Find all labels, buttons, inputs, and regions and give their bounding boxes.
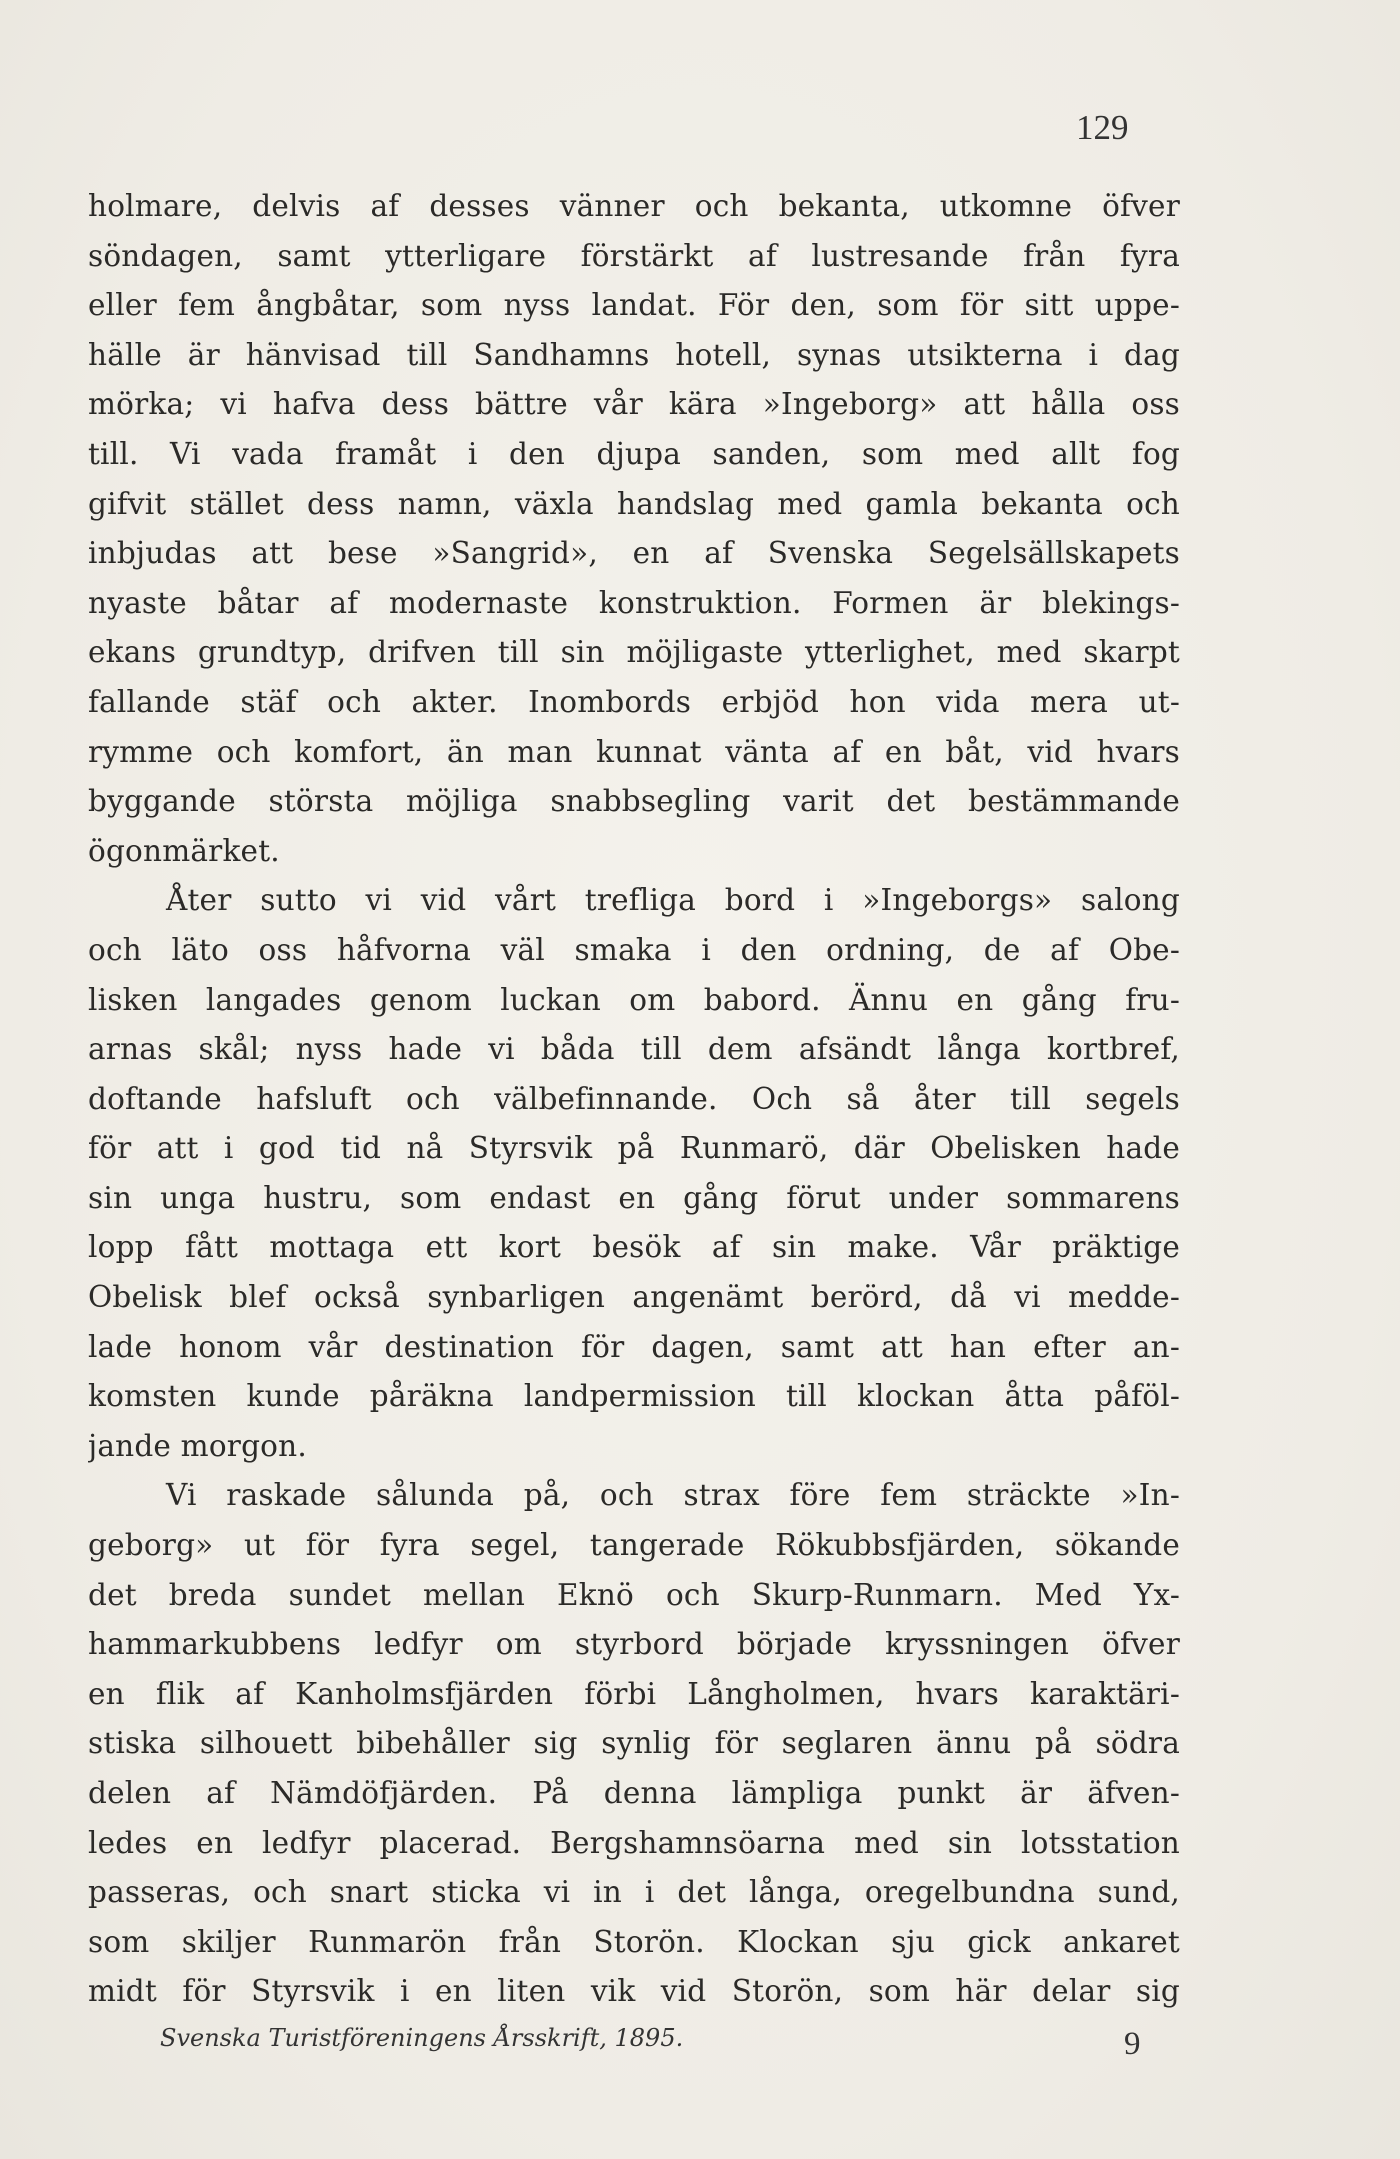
text-line: mörka; vi hafva dess bättre vår kära »Ingeborg» att hålla oss [88, 387, 1180, 422]
text-line: eller fem ångbåtar, som nyss landat. För den, som för sitt uppe- [88, 288, 1180, 323]
text-line: lade honom vår destination för dagen, samt att han efter an- [88, 1329, 1180, 1364]
text-line: för att i god tid nå Styrsvik på Runmarö, där Obelisken hade [88, 1131, 1180, 1166]
text-line: som skiljer Runmarön från Storön. Klockan sju gick ankaret [88, 1924, 1180, 1959]
paragraph-start-line: Vi raskade sålunda på, och strax före fem sträckte »In- [166, 1478, 1180, 1513]
paragraph-start-line: Åter sutto vi vid vårt trefliga bord i »Ingeborgs» salong [166, 883, 1180, 918]
text-line: lisken langades genom luckan om babord. Ännu en gång fru- [88, 982, 1180, 1017]
text-line: byggande största möjliga snabbsegling varit det bestämmande [88, 784, 1180, 819]
body-text [88, 182, 1180, 2017]
text-line: till. Vi vada framåt i den djupa sanden, som med allt fog [88, 436, 1180, 471]
page-footer: Svenska Turistföreningens Årsskrift, 1895. [160, 2024, 684, 2052]
text-line: hälle är hänvisad till Sandhamns hotell, synas utsikterna i dag [88, 337, 1180, 372]
text-line: gifvit stället dess namn, växla handslag med gamla bekanta och [88, 486, 1180, 521]
text-line: en flik af Kanholmsfjärden förbi Långholmen, hvars karaktäri- [88, 1676, 1180, 1711]
text-line: midt för Styrsvik i en liten vik vid Storön, som här delar sig [88, 1974, 1180, 2009]
text-line: Obelisk blef också synbarligen angenämt berörd, då vi medde- [88, 1280, 1180, 1315]
text-line: ledes en ledfyr placerad. Bergshamnsöarna med sin lotsstation [88, 1825, 1180, 1860]
text-line: sin unga hustru, som endast en gång förut under sommarens [88, 1180, 1180, 1215]
text-line: fallande stäf och akter. Inombords erbjöd hon vida mera ut- [88, 684, 1180, 719]
text-line: passeras, och snart sticka vi in i det långa, oregelbundna sund, [88, 1875, 1180, 1910]
text-line: komsten kunde påräkna landpermission till klockan åtta påföl- [88, 1379, 1180, 1414]
text-line: det breda sundet mellan Eknö och Skurp-Runmarn. Med Yx- [88, 1577, 1180, 1612]
text-line: delen af Nämdöfjärden. På denna lämpliga punkt är äfven- [88, 1776, 1180, 1810]
text-line: hammarkubbens ledfyr om styrbord började kryssningen öfver [88, 1627, 1180, 1662]
text-line: ekans grundtyp, drifven till sin möjligaste ytterlighet, med skarpt [88, 635, 1180, 670]
page-number: 129 [1076, 108, 1129, 147]
text-line: stiska silhouett bibehåller sig synlig för seglaren ännu på södra [88, 1726, 1180, 1761]
text-line: ögonmärket. [88, 833, 280, 868]
text-line: och läto oss håfvorna väl smaka i den ordning, de af Obe- [88, 932, 1180, 967]
text-line: lopp fått mottaga ett kort besök af sin make. Vår präktige [88, 1230, 1180, 1265]
text-line: jande morgon. [88, 1428, 307, 1463]
text-line: rymme och komfort, än man kunnat vänta af en båt, vid hvars [88, 734, 1180, 769]
text-line: arnas skål; nyss hade vi båda till dem afsändt långa kortbref, [88, 1032, 1180, 1067]
text-line: geborg» ut för fyra segel, tangerade Rökubbsfjärden, sökande [88, 1528, 1180, 1563]
text-line: söndagen, samt ytterligare förstärkt af lustresande från fyra [88, 238, 1180, 273]
text-line: doftande hafsluft och välbefinnande. Och så åter till segels [88, 1081, 1180, 1116]
signature-mark: 9 [1124, 2026, 1141, 2062]
text-line: inbjudas att bese »Sangrid», en af Svenska Segelsällskapets [88, 536, 1180, 571]
text-line: nyaste båtar af modernaste konstruktion. Formen är blekings- [88, 585, 1180, 620]
text-line: holmare, delvis af desses vänner och bekanta, utkomne öfver [88, 189, 1180, 223]
